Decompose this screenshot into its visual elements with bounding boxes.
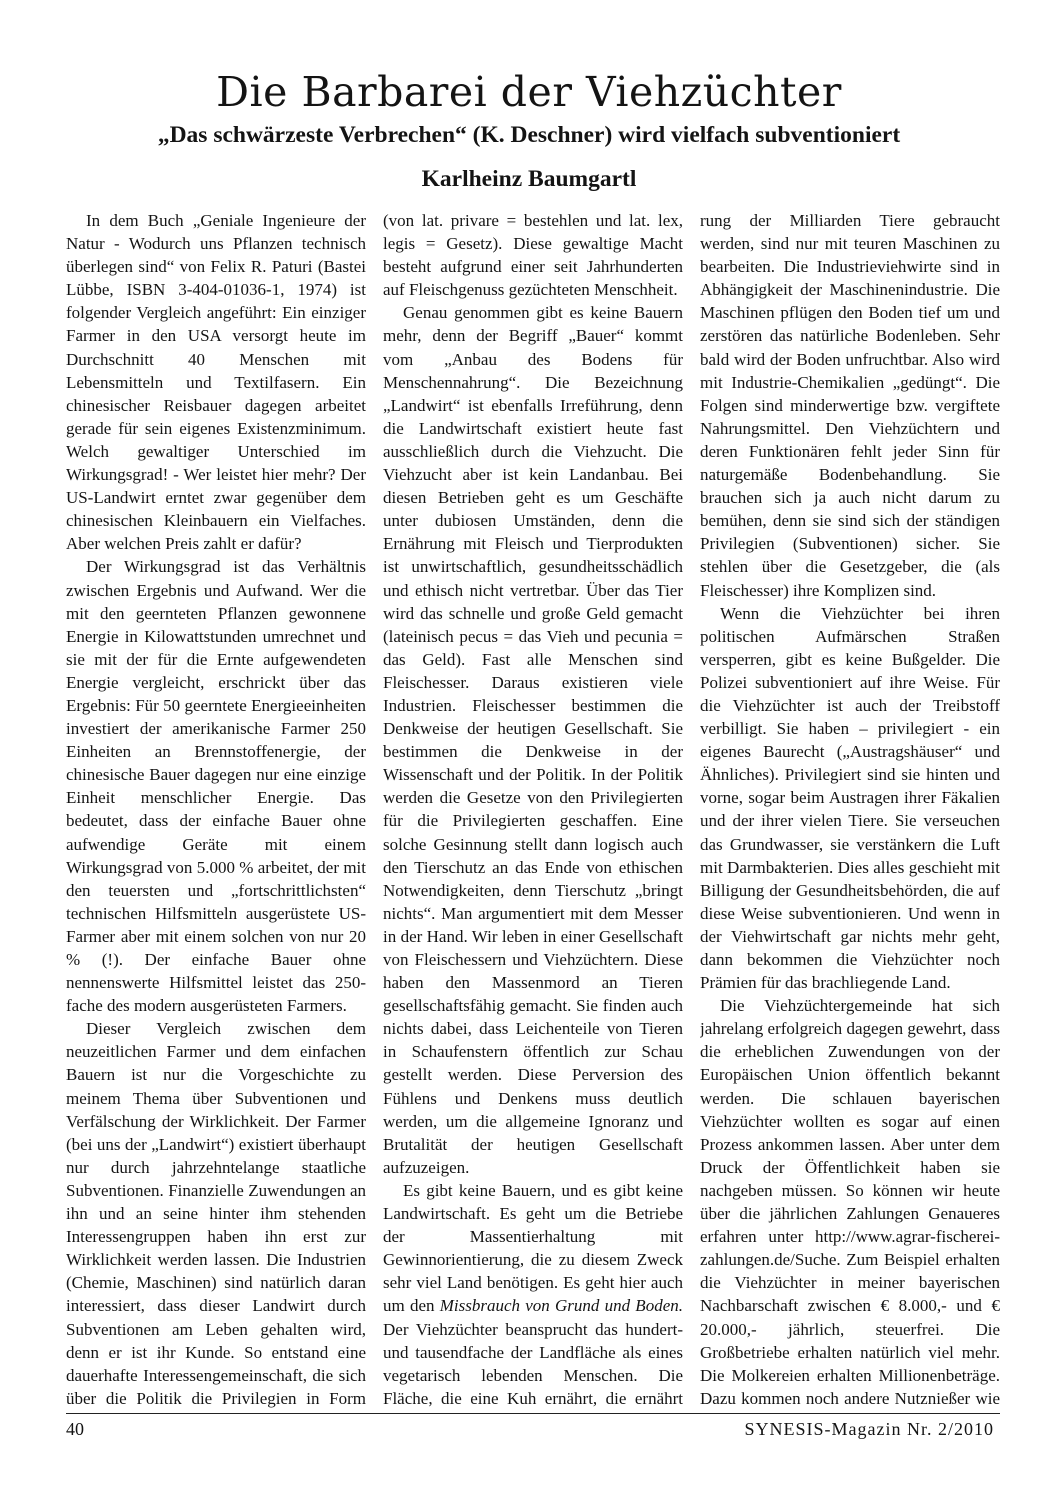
paragraph-text: Es gibt keine Bauern, und es gibt keine Landwirtschaft. Es geht um die Betriebe der Massentierhaltung mit Gewinnorientierung, die zu diesem Zweck sehr viel Land benötigen. Es geht hier auch um den <box>383 1180 683 1316</box>
page-number: 40 <box>66 1419 84 1439</box>
article-author: Karlheinz Baumgartl <box>421 166 637 192</box>
paragraph-text: Der Viehzüchter beansprucht das hundert- und tausendfache der Landfläche als eines vegetarisch lebenden Menschen. Die Fläche, die eine Kuh ernährt, die ernährt <box>383 1319 683 1408</box>
footer-divider <box>66 1413 1000 1414</box>
paragraph: In dem Buch „Geniale Ingenieure der Natur - Wodurch uns Pflanzen technisch überlegen sind“ von Felix R. Paturi (Bastei Lübbe, ISBN 3-404-01036-1, 1974) ist folgender Vergleich angeführt: Ein einziger Farmer in den USA versorgt heute im Durchschnitt 40 Menschen mit Lebensmitteln und Textilfasern. Ein chinesischer Reisbauer dagegen arbeitet gerade für sein eigenes Existenzminimum. Welch gewaltiger Unterschied im Wirkungsgrad! - Wer leistet hier mehr? Der US-Landwirt erntet zwar gegenüber dem chinesischen Kleinbauern ein Vielfaches. Aber welchen Preis zahlt er dafür? <box>66 211 366 554</box>
magazine-issue: SYNESIS-Magazin Nr. 2/2010 <box>744 1419 994 1439</box>
paragraph: Der Wirkungsgrad ist das Verhältnis zwischen Ergebnis und Aufwand. Wer die mit den geernteten Pflanzen gewonnene Energie in Kilowattstunden umrechnet und sie mit der für die Ernte aufgewendeten Energie vergleicht, erschrickt über das Ergebnis: Für 50 geerntete Energieeinheiten investiert der amerikanische Farmer 250 Einheiten an Brennstoffenergie, der chinesische Bauer dagegen nur eine einzige Einheit menschlicher Energie. Das bedeutet, dass der einfache Bauer ohne aufwendige Geräte mit einem Wirkungsgrad von 5.000 % arbeitet, der mit den teuersten und „fortschrittlichsten“ technischen Hilfsmitteln ausgerüstete US-Farmer aber mit einem solchen von nur 20 % (!). Der einfache Bauer ohne nennenswerte Hilfsmittel leistet das 250-fache des modern ausgerüsteten Farmers. <box>66 557 366 1016</box>
paragraph: Wenn die Viehzüchter bei ihren politischen Aufmärschen Straßen versperren, gibt es keine Bußgelder. Die Polizei subventioniert auf ihre Weise. Für die Viehzüchter ist auch der Treibstoff verbilligt. Sie haben – privilegiert - ein eigenes Baurecht („Austragshäuser“ und Ähnliches). Privilegiert sind sie hinten und vorne, sogar beim Austragen ihrer Fäkalien und der ihrer vielen Tiere. Sie verseuchen das Grundwasser, sie verstänkern die Luft mit Darmbakterien. Dies alles geschieht mit Billigung der Gesundheitsbehörden, die auf diese Weise subventionieren. Und wenn in der Viehwirtschaft gar nichts mehr geht, dann bekommen die Viehzüchter noch Prämien für das brachliegende Land. <box>700 603 1000 993</box>
text-column-3 <box>700 209 1000 1409</box>
article-title: Die Barbarei der Viehzüchter <box>216 68 842 116</box>
emphasis-text: Missbrauch von Grund und Boden. <box>439 1296 683 1316</box>
paragraph: Die Viehzüchtergemeinde hat sich jahrelang erfolgreich dagegen gewehrt, dass die erheblichen Zuwendungen von der Europäischen Union öffentlich bekannt werden. Die schlauen bayerischen Viehzüchter wollten es sogar auf einen Prozess ankommen lassen. Aber unter dem Druck der Öffentlichkeit haben sie nachgeben müssen. So können wir heute über die jährlichen Zahlungen Genaueres erfahren unter http://www.agrar-fischerei-zahlungen.de/Suche. Zum Beispiel erhalten die Viehzüchter in meiner bayerischen Nachbarschaft zwischen € 8.000,- und € 20.000,- jährlich, steuerfrei. Die Großbetriebe erhalten natürlich viel mehr. Die Molkereien erhalten Millionenbeträge. Dazu kommen noch andere Nutznießer wie <box>700 996 1000 1408</box>
paragraph: Genau genommen gibt es keine Bauern mehr, denn der Begriff „Bauer“ kommt vom „Anbau des Bodens für Menschennahrung“. Die Bezeichnung „Landwirt“ ist ebenfalls Irreführung, denn die Landwirtschaft existiert heute fast ausschließlich durch die Viehzucht. Die Viehzucht aber ist kein Landanbau. Bei diesen Betrieben geht es um Geschäfte unter dubiosen Umständen, denn die Ernährung mit Fleisch und Tierprodukten ist unwirtschaftlich, gesundheitsschädlich und ethisch nicht vertretbar. Über das Tier wird das schnelle und große Geld gemacht (lateinisch pecus = das Vieh und pecunia = das Geld). Fast alle Menschen sind Fleischesser. Daraus existieren viele Industrien. Fleischesser bestimmen die Denkweise der heutigen Gesellschaft. Sie bestimmen die Denkweise in der Wissenschaft und der Politik. In der Politik werden die Gesetze von den Privilegierten für die Privilegierten geschaffen. Eine solche Gesinnung stellt dann logisch auch den Tierschutz an das Ende von ethischen Notwendigkeiten, denn Tierschutz „bringt nichts“. Man argumentiert mit dem Messer in der Hand. Wir leben in einer Gesellschaft von Fleischessern und Viehzüchtern. Diese haben den Massenmord an Tieren gesellschaftsfähig gemacht. Sie finden auch nichts dabei, dass Leichenteile von Tieren in Schaufenstern öffentlich zur Schau gestellt werden. Diese Perversion des Fühlens und Denkens muss deutlich werden, um die allgemeine Ignoranz und Brutalität der heutigen Gesellschaft aufzuzeigen. <box>383 303 683 1177</box>
paragraph: (von lat. privare = bestehlen und lat. lex, legis = Gesetz). Diese gewaltige Macht besteht aufgrund einer seit Jahrhunderten auf Fleischgenuss gezüchteten Menschheit. <box>383 211 683 300</box>
paragraph: rung der Milliarden Tiere gebraucht werden, sind nur mit teuren Maschinen zu bearbeiten. Die Industrieviehwirte sind in Abhängigkeit der Maschinenindustrie. Die Maschinen pflügen den Boden tief um und zerstören das natürliche Bodenleben. Sehr bald wird der Boden unfruchtbar. Also wird mit Industrie-Chemikalien „gedüngt“. Die Folgen sind minderwertige bzw. vergiftete Nahrungsmittel. Den Viehzüchtern und deren Funktionären fehlt jeder Sinn für naturgemäße Bodenbehandlung. Sie brauchen sich ja auch nicht darum zu bemühen, denn sie sind sich der ständigen Privilegien (Subventionen) sicher. Sie stehlen über die Gesetzgeber, die (als Fleischesser) ihre Komplizen sind. <box>700 211 1000 600</box>
paragraph <box>383 1179 683 1409</box>
text-column-1 <box>66 209 366 1409</box>
text-column-2 <box>383 209 683 1409</box>
article-subtitle: „Das schwärzeste Verbrechen“ (K. Deschner) wird vielfach subventioniert <box>157 122 901 148</box>
paragraph: Dieser Vergleich zwischen dem neuzeitlichen Farmer und dem einfachen Bauern ist nur die Vorgeschichte zu meinem Thema über Subventionen und Verfälschung der Wirklichkeit. Der Farmer (bei uns der „Landwirt“) existiert überhaupt nur durch jahrzehntelange staatliche Subventionen. Finanzielle Zuwendungen an ihn und an seine hinter ihm stehenden Interessengruppen haben ihn erst zur Wirklichkeit werden lassen. Die Industrien (Chemie, Maschinen) sind natürlich daran interessiert, dass dieser Landwirt durch Subventionen am Leben gehalten wird, denn er ist ihr Kunde. So entstand eine dauerhafte Interessengemeinschaft, die sich über die Politik die Privilegien in Form <box>66 1019 366 1408</box>
